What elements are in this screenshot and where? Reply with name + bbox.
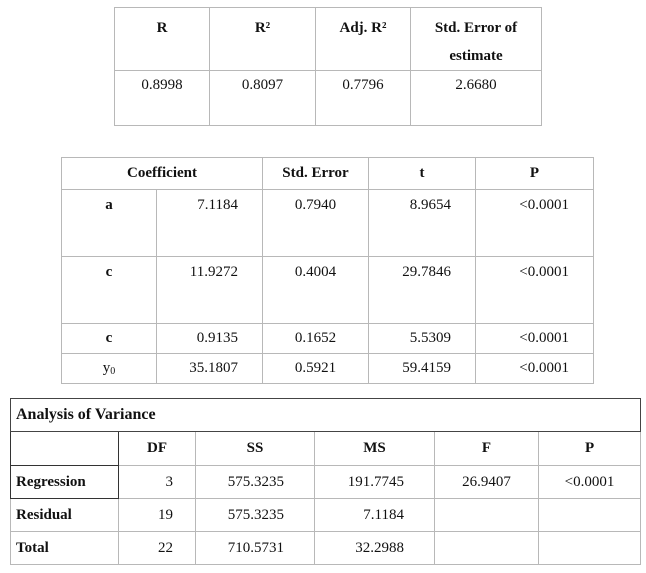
coef-t: 29.7846 [369,257,476,324]
anova-df: 3 [119,466,196,499]
coef-name [62,354,157,384]
header-std-error: Std. Error [263,158,369,190]
coef-name: c [62,324,157,354]
coefficients-header-row [62,158,594,190]
coef-t: 59.4159 [369,354,476,384]
value-r: 0.8998 [115,71,210,126]
header-r-squared: R² [210,8,316,71]
anova-header-row [11,432,641,466]
anova-title: Analysis of Variance [11,399,641,432]
table-row [62,354,594,384]
value-std-error-estimate: 2.6680 [411,71,542,126]
header-f: F [435,432,539,466]
header-df: DF [119,432,196,466]
coef-value: 7.1184 [157,190,263,257]
anova-source: Regression [11,466,119,499]
anova-f: 26.9407 [435,466,539,499]
coef-value: 0.9135 [157,324,263,354]
model-summary-table [114,7,542,126]
anova-ss: 575.3235 [196,499,315,532]
anova-ms: 191.7745 [315,466,435,499]
table-row [62,324,594,354]
anova-table [10,398,641,565]
anova-f [435,499,539,532]
anova-ms: 32.2988 [315,532,435,565]
coef-name-base: y [102,360,111,376]
anova-ss: 575.3235 [196,466,315,499]
table-row [11,532,641,565]
anova-p [539,499,641,532]
coef-std-error: 0.7940 [263,190,369,257]
anova-df: 22 [119,532,196,565]
coef-std-error: 0.1652 [263,324,369,354]
table-row [11,499,641,532]
header-blank [11,432,119,466]
anova-p: <0.0001 [539,466,641,499]
coef-p: <0.0001 [476,354,594,384]
anova-f [435,532,539,565]
header-t: t [369,158,476,190]
coef-p: <0.0001 [476,324,594,354]
value-r-squared: 0.8097 [210,71,316,126]
summary-header-row [115,8,542,71]
coef-name-subscript: 0 [110,366,116,377]
table-row [62,257,594,324]
coef-p: <0.0001 [476,257,594,324]
coef-name: a [62,190,157,257]
anova-df: 19 [119,499,196,532]
summary-value-row [115,71,542,126]
header-p: P [539,432,641,466]
table-row [62,190,594,257]
header-ss: SS [196,432,315,466]
coef-value: 11.9272 [157,257,263,324]
table-row [11,466,641,499]
anova-source: Residual [11,499,119,532]
coef-std-error: 0.5921 [263,354,369,384]
value-adj-r-squared: 0.7796 [316,71,411,126]
header-p: P [476,158,594,190]
header-coefficient: Coefficient [62,158,263,190]
anova-ss: 710.5731 [196,532,315,565]
coef-t: 8.9654 [369,190,476,257]
coef-std-error: 0.4004 [263,257,369,324]
anova-ms: 7.1184 [315,499,435,532]
anova-title-row [11,399,641,432]
coef-p: <0.0001 [476,190,594,257]
coef-value: 35.1807 [157,354,263,384]
anova-p [539,532,641,565]
header-std-error-estimate: Std. Error of estimate [411,8,542,71]
anova-source: Total [11,532,119,565]
coef-name: c [62,257,157,324]
coefficients-table [61,157,594,384]
header-r: R [115,8,210,71]
coef-t: 5.5309 [369,324,476,354]
header-adj-r-squared: Adj. R² [316,8,411,71]
header-ms: MS [315,432,435,466]
